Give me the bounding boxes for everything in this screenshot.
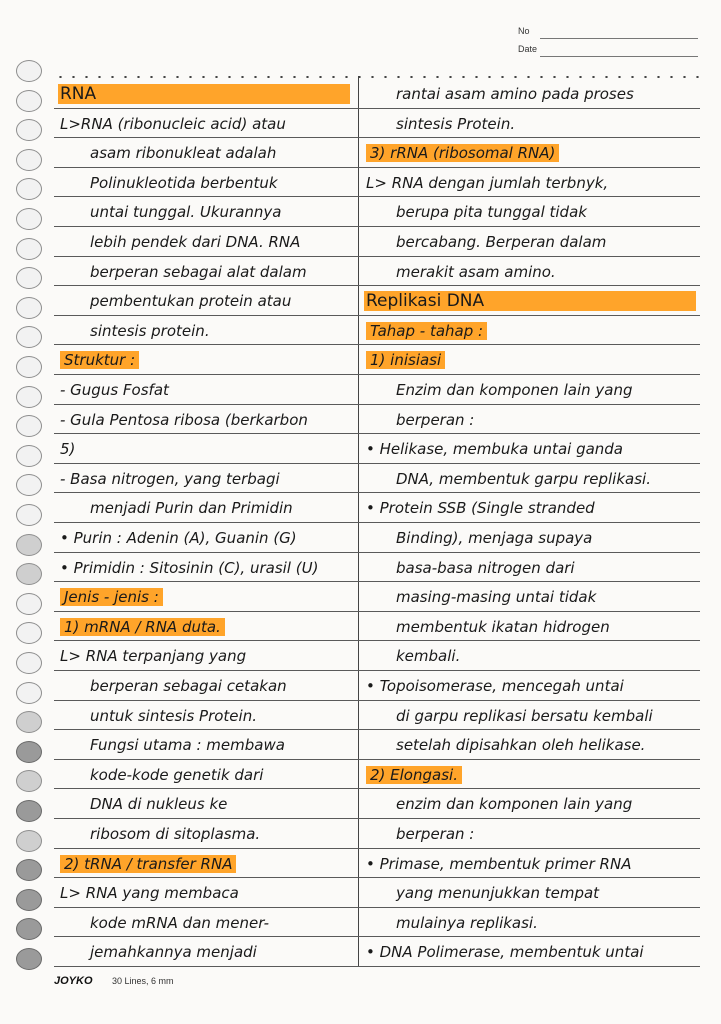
handwritten-text: mulainya replikasi. bbox=[396, 913, 538, 932]
text-line bbox=[396, 84, 634, 104]
punch-hole bbox=[16, 741, 42, 763]
highlighted-text: 1) inisiasi bbox=[366, 351, 445, 369]
ruled-line bbox=[54, 877, 700, 878]
punch-hole bbox=[16, 356, 42, 378]
handwritten-text: Fungsi utama : membawa bbox=[90, 736, 285, 755]
punch-hole bbox=[16, 622, 42, 644]
punch-hole bbox=[16, 682, 42, 704]
punch-hole bbox=[16, 178, 42, 200]
ruled-line bbox=[54, 522, 700, 523]
highlighted-text: Replikasi DNA bbox=[366, 291, 485, 312]
handwritten-text: - Gula Pentosa ribosa (berkarbon bbox=[60, 410, 308, 429]
heading-line bbox=[60, 587, 163, 607]
punch-hole bbox=[16, 474, 42, 496]
handwritten-text: rantai asam amino pada proses bbox=[396, 85, 634, 103]
text-line bbox=[90, 706, 257, 726]
highlighted-text: 3) rRNA (ribosomal RNA) bbox=[366, 144, 559, 162]
handwritten-text: kembali. bbox=[396, 647, 461, 666]
text-line bbox=[396, 469, 651, 489]
punch-hole bbox=[16, 830, 42, 852]
date-label: Date bbox=[518, 44, 538, 54]
heading-line bbox=[60, 84, 96, 104]
top-dotted-line bbox=[54, 76, 700, 78]
highlighted-text: Tahap - tahap : bbox=[366, 322, 487, 340]
handwritten-text: lebih pendek dari DNA. RNA bbox=[90, 233, 301, 251]
punch-hole bbox=[16, 267, 42, 289]
ruled-line bbox=[54, 670, 700, 671]
handwritten-text: • DNA Polimerase, membentuk untai bbox=[366, 943, 644, 962]
text-line bbox=[396, 114, 515, 134]
ruled-line bbox=[54, 700, 700, 701]
ruled-line bbox=[54, 818, 700, 819]
ruled-line bbox=[54, 285, 700, 286]
ruled-line bbox=[54, 167, 700, 168]
text-line bbox=[60, 410, 308, 430]
handwritten-text: untuk sintesis Protein. bbox=[90, 706, 257, 725]
handwritten-text: setelah dipisahkan oleh helikase. bbox=[396, 736, 646, 755]
handwritten-text: membentuk ikatan hidrogen bbox=[396, 617, 610, 636]
punch-hole bbox=[16, 918, 42, 940]
text-line bbox=[396, 587, 596, 607]
ruled-line bbox=[54, 581, 700, 582]
text-line bbox=[396, 646, 460, 666]
text-line bbox=[90, 173, 278, 193]
text-line bbox=[90, 942, 257, 962]
punch-hole bbox=[16, 149, 42, 171]
highlighted-text: 1) mRNA / RNA duta. bbox=[60, 618, 225, 636]
handwritten-text: L>RNA (ribonucleic acid) atau bbox=[60, 114, 286, 133]
ruled-line bbox=[54, 374, 700, 375]
handwritten-text: berupa pita tunggal tidak bbox=[396, 203, 587, 222]
handwritten-text: jemahkannya menjadi bbox=[90, 943, 257, 962]
handwritten-text: L> RNA terpanjang yang bbox=[60, 647, 247, 666]
ruled-line bbox=[54, 848, 700, 849]
ruled-line bbox=[54, 907, 700, 908]
handwritten-text: - Gugus Fosfat bbox=[60, 381, 169, 399]
ruled-line bbox=[54, 966, 700, 967]
text-line bbox=[90, 262, 307, 282]
text-line bbox=[90, 676, 287, 696]
punch-hole bbox=[16, 326, 42, 348]
ruled-line bbox=[54, 788, 700, 789]
text-line bbox=[366, 439, 623, 459]
heading-line bbox=[366, 321, 487, 341]
punch-hole bbox=[16, 386, 42, 408]
text-line bbox=[396, 794, 632, 814]
text-line bbox=[60, 558, 318, 578]
handwritten-text: • Topoisomerase, mencegah untai bbox=[366, 677, 624, 695]
ruled-line bbox=[54, 463, 700, 464]
ruled-line bbox=[54, 936, 700, 937]
handwritten-text: - Basa nitrogen, yang terbagi bbox=[60, 469, 280, 488]
text-line bbox=[396, 883, 599, 903]
text-line bbox=[396, 232, 606, 252]
punch-hole bbox=[16, 504, 42, 526]
text-line bbox=[90, 824, 260, 844]
text-line bbox=[396, 410, 474, 430]
ruled-line bbox=[54, 344, 700, 345]
handwritten-text: L> RNA dengan jumlah terbnyk, bbox=[366, 173, 609, 192]
text-line bbox=[90, 794, 227, 814]
punch-hole bbox=[16, 593, 42, 615]
handwritten-text: • Protein SSB (Single stranded bbox=[366, 499, 595, 518]
highlighted-text: Struktur : bbox=[60, 351, 139, 369]
handwritten-text: berperan sebagai cetakan bbox=[90, 677, 287, 695]
punch-hole bbox=[16, 534, 42, 556]
text-line bbox=[60, 439, 75, 459]
text-line bbox=[396, 380, 632, 400]
handwritten-text: yang menunjukkan tempat bbox=[396, 884, 600, 903]
text-line bbox=[366, 498, 595, 518]
punch-hole bbox=[16, 445, 42, 467]
text-line bbox=[60, 883, 239, 903]
text-line bbox=[60, 469, 280, 489]
punch-hole bbox=[16, 415, 42, 437]
brand-logo: JOYKO bbox=[54, 975, 93, 987]
punch-hole bbox=[16, 652, 42, 674]
ruled-line bbox=[54, 729, 700, 730]
text-line bbox=[90, 765, 263, 785]
heading-line bbox=[366, 765, 462, 785]
handwritten-text: DNA di nukleus ke bbox=[90, 795, 228, 814]
ruled-line bbox=[54, 759, 700, 760]
ruled-line bbox=[54, 256, 700, 257]
handwritten-text: • Helikase, membuka untai ganda bbox=[366, 440, 623, 459]
text-line bbox=[366, 676, 624, 696]
text-line bbox=[396, 528, 592, 548]
text-line bbox=[366, 854, 631, 874]
handwritten-text: 5) bbox=[60, 440, 76, 459]
ruled-line bbox=[54, 315, 700, 316]
handwritten-text: merakit asam amino. bbox=[396, 262, 556, 281]
column-divider bbox=[358, 76, 359, 966]
text-line bbox=[60, 646, 246, 666]
paper-spec: 30 Lines, 6 mm bbox=[112, 976, 174, 986]
highlight-bar bbox=[58, 84, 350, 104]
handwritten-text: ribosom di sitoplasma. bbox=[90, 825, 261, 843]
highlighted-text: RNA bbox=[60, 84, 97, 104]
handwritten-text: bercabang. Berperan dalam bbox=[396, 233, 607, 251]
punch-hole bbox=[16, 297, 42, 319]
handwritten-text: L> RNA yang membaca bbox=[60, 884, 239, 903]
text-line bbox=[396, 262, 556, 282]
handwritten-text: berperan : bbox=[396, 410, 475, 429]
handwritten-text: menjadi Purin dan Primidin bbox=[90, 499, 293, 518]
text-line bbox=[396, 558, 575, 578]
text-line bbox=[90, 498, 293, 518]
ruled-line bbox=[54, 404, 700, 405]
punch-hole bbox=[16, 60, 42, 82]
heading-line bbox=[60, 854, 236, 874]
handwritten-text: Enzim dan komponen lain yang bbox=[396, 381, 633, 399]
handwritten-text: untai tunggal. Ukurannya bbox=[90, 203, 282, 222]
text-line bbox=[396, 617, 610, 637]
punch-hole bbox=[16, 948, 42, 970]
text-line bbox=[90, 321, 210, 341]
text-line bbox=[60, 380, 169, 400]
text-line bbox=[60, 528, 297, 548]
handwritten-text: DNA, membentuk garpu replikasi. bbox=[396, 469, 651, 488]
punch-hole bbox=[16, 711, 42, 733]
handwritten-text: di garpu replikasi bersatu kembali bbox=[396, 706, 653, 725]
highlighted-text: 2) Elongasi. bbox=[366, 766, 462, 784]
ruled-line bbox=[54, 196, 700, 197]
highlighted-text: 2) tRNA / transfer RNA bbox=[60, 855, 236, 873]
heading-line bbox=[60, 350, 139, 370]
no-label: No bbox=[518, 26, 530, 36]
handwritten-text: pembentukan protein atau bbox=[90, 292, 292, 311]
punch-hole bbox=[16, 208, 42, 230]
text-line bbox=[366, 173, 608, 193]
ruled-line bbox=[54, 552, 700, 553]
heading-line bbox=[366, 143, 559, 163]
handwritten-text: Polinukleotida berbentuk bbox=[90, 173, 278, 192]
text-line bbox=[396, 202, 587, 222]
handwritten-text: berperan sebagai alat dalam bbox=[90, 262, 307, 281]
punch-hole bbox=[16, 119, 42, 141]
ruled-line bbox=[54, 433, 700, 434]
handwritten-text: berperan : bbox=[396, 825, 475, 843]
handwritten-text: enzim dan komponen lain yang bbox=[396, 795, 633, 814]
punch-hole bbox=[16, 859, 42, 881]
handwritten-text: sintesis protein. bbox=[90, 321, 210, 340]
highlighted-text: Jenis - jenis : bbox=[60, 588, 163, 606]
heading-line bbox=[60, 617, 225, 637]
heading-line bbox=[366, 350, 445, 370]
text-line bbox=[396, 706, 653, 726]
text-line bbox=[90, 913, 269, 933]
punch-hole bbox=[16, 889, 42, 911]
handwritten-text: • Primidin : Sitosinin (C), urasil (U) bbox=[60, 558, 319, 577]
text-line bbox=[90, 291, 291, 311]
text-line bbox=[90, 143, 276, 163]
handwritten-text: basa-basa nitrogen dari bbox=[396, 558, 575, 577]
handwritten-text: kode mRNA dan mener- bbox=[90, 913, 269, 932]
text-line bbox=[90, 202, 281, 222]
handwritten-text: • Purin : Adenin (A), Guanin (G) bbox=[60, 529, 297, 547]
text-line bbox=[90, 735, 285, 755]
punch-hole bbox=[16, 800, 42, 822]
text-line bbox=[396, 824, 474, 844]
text-line bbox=[60, 114, 286, 134]
text-line bbox=[90, 232, 300, 252]
ruled-line bbox=[54, 226, 700, 227]
punch-hole bbox=[16, 770, 42, 792]
text-line bbox=[366, 942, 644, 962]
ruled-line bbox=[54, 108, 700, 109]
ruled-line bbox=[54, 492, 700, 493]
handwritten-text: sintesis Protein. bbox=[396, 114, 516, 133]
ruled-line bbox=[54, 640, 700, 641]
punch-hole bbox=[16, 90, 42, 112]
handwritten-text: • Primase, membentuk primer RNA bbox=[366, 854, 632, 873]
no-line bbox=[540, 38, 698, 39]
heading-line bbox=[366, 291, 484, 311]
ruled-line bbox=[54, 611, 700, 612]
ruled-line bbox=[54, 137, 700, 138]
text-line bbox=[396, 735, 645, 755]
handwritten-text: masing-masing untai tidak bbox=[396, 588, 597, 607]
text-line bbox=[396, 913, 538, 933]
punch-hole bbox=[16, 238, 42, 260]
punch-hole bbox=[16, 563, 42, 585]
handwritten-text: Binding), menjaga supaya bbox=[396, 529, 593, 547]
handwritten-text: asam ribonukleat adalah bbox=[90, 144, 277, 163]
handwritten-text: kode-kode genetik dari bbox=[90, 765, 264, 784]
date-line bbox=[540, 56, 698, 57]
